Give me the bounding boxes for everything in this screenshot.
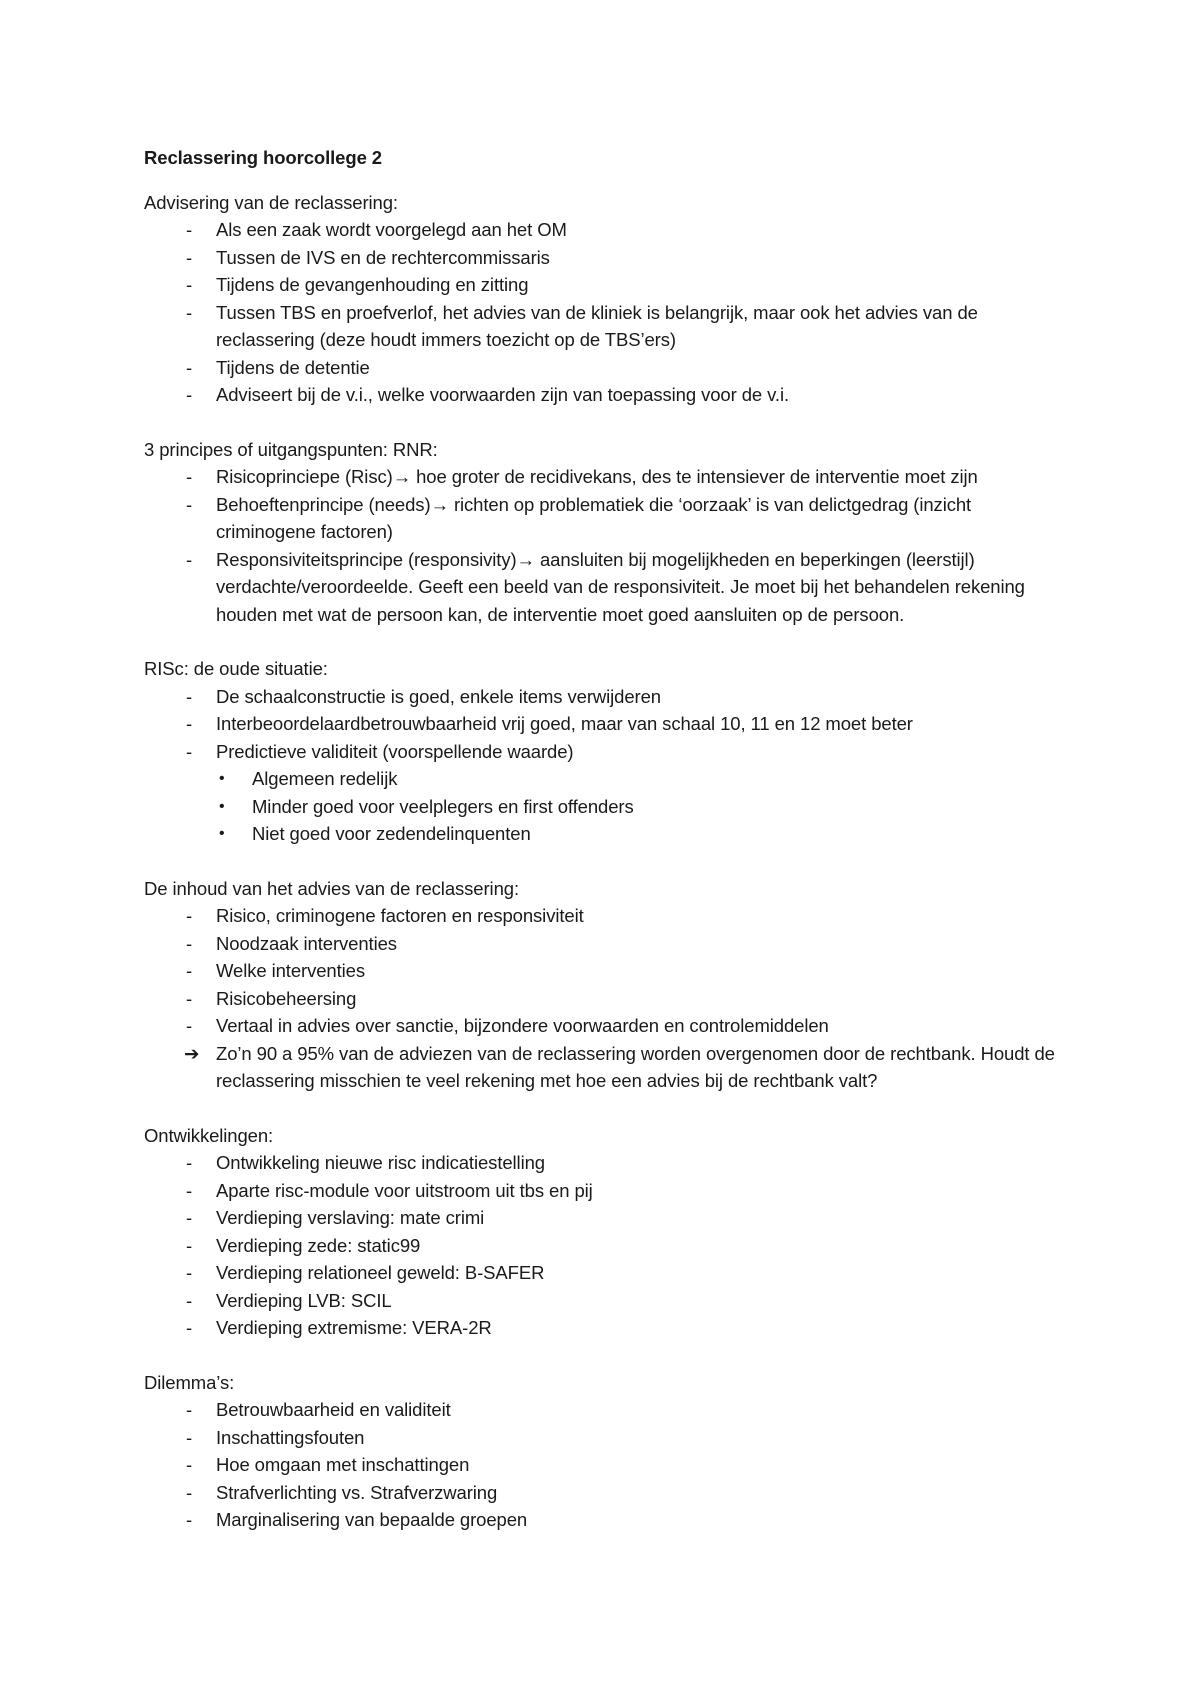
dash-marker: -: [186, 740, 193, 762]
dash-marker: -: [186, 274, 193, 295]
dash-marker: -: [186, 466, 193, 487]
dash-marker: -: [186, 1426, 193, 1448]
list-item: [144, 1479, 1064, 1507]
list-item: [144, 985, 1064, 1013]
dash-marker: -: [186, 548, 193, 570]
list-item: [144, 1149, 1064, 1177]
list-item: [144, 930, 1064, 958]
list-item: [144, 271, 1064, 299]
sub-list-item: [144, 765, 1064, 793]
list-item: [144, 1314, 1064, 1342]
dot-marker: •: [219, 825, 225, 842]
list-item-text: Risico, criminogene factoren en responsiviteit: [216, 905, 584, 926]
dash-marker: -: [186, 1152, 193, 1173]
section-ontwikkelingen: [144, 1122, 1064, 1342]
section-principes: [144, 436, 1064, 629]
document-title: Reclassering hoorcollege 2: [144, 147, 382, 168]
dash-marker: -: [186, 246, 193, 268]
dash-marker: -: [186, 1234, 193, 1256]
list-item: [144, 1396, 1064, 1424]
arrow-icon: ➔: [184, 1042, 200, 1064]
sub-list-item-text: Algemeen redelijk: [252, 768, 398, 789]
dash-marker: -: [186, 960, 193, 981]
bullet-list: [144, 463, 1064, 628]
section-heading: Dilemma’s:: [144, 1371, 235, 1393]
dash-marker: -: [186, 905, 193, 926]
document-content: [144, 144, 1064, 1561]
dash-marker: -: [186, 1509, 193, 1530]
bullet-list: [144, 1396, 1064, 1534]
list-item-text: Tijdens de gevangenhouding en zitting: [216, 274, 529, 295]
list-item-text: Interbeoordelaardbetrouwbaarheid vrij goed, maar van schaal 10, 11 en 12 moet beter: [216, 713, 913, 734]
list-item: [144, 1232, 1064, 1260]
dash-marker: -: [186, 1317, 193, 1338]
list-item-text: Risicoprinciepe (Risc)→ hoe groter de recidivekans, des te intensiever de interventie moet zijn: [216, 466, 978, 487]
dash-marker: -: [186, 987, 193, 1009]
list-item-text: Welke interventies: [216, 960, 366, 981]
section-heading: De inhoud van het advies van de reclassering:: [144, 877, 519, 899]
list-item-text: Risicobeheersing: [216, 987, 357, 1009]
dash-marker: -: [186, 384, 193, 405]
section-heading: RISc: de oude situatie:: [144, 658, 328, 679]
sub-bullet-list: [144, 765, 1064, 848]
list-item: [144, 1012, 1064, 1040]
dash-marker: -: [186, 1481, 193, 1503]
sub-list-item: [144, 793, 1064, 821]
list-item-text: Ontwikkeling nieuwe risc indicatiestelling: [216, 1152, 545, 1173]
sub-list-item: [144, 820, 1064, 848]
bullet-list: [144, 216, 1064, 409]
dash-marker: -: [186, 685, 193, 707]
list-item: [144, 1177, 1064, 1205]
dash-marker: -: [186, 932, 193, 954]
dash-marker: -: [186, 1015, 193, 1036]
list-item: [144, 683, 1064, 711]
list-item: [144, 1424, 1064, 1452]
list-item-text: Verdieping zede: static99: [216, 1234, 421, 1256]
list-item: [144, 354, 1064, 382]
section-heading: Advisering van de reclassering:: [144, 191, 398, 213]
dash-marker: -: [186, 1262, 193, 1283]
list-item: [144, 738, 1064, 766]
list-item: [144, 1506, 1064, 1534]
dot-marker: •: [219, 770, 225, 787]
list-item: [144, 902, 1064, 930]
list-item: [144, 1204, 1064, 1232]
list-item: [144, 244, 1064, 272]
list-item: [144, 546, 1064, 629]
bullet-list: [144, 902, 1064, 1040]
dash-marker: -: [186, 219, 193, 240]
bullet-list: [144, 1149, 1064, 1342]
dash-marker: -: [186, 1399, 193, 1420]
list-item-text: Responsiviteitsprincipe (responsivity)→ aansluiten bij mogelijkheden en beperkingen (leerstijl) verdachte/veroordeelde. Geeft een beeld van de responsiviteit. Je moet bij het behandelen rekening houden met wat de persoon kan, de interventie moet goed aansluiten op de persoon.: [216, 548, 1025, 625]
list-item-text: Predictieve validiteit (voorspellende waarde): [216, 740, 574, 762]
dash-marker: -: [186, 493, 193, 515]
section-dilemmas: [144, 1369, 1064, 1534]
dash-marker: -: [186, 1289, 193, 1311]
section-advisering: [144, 189, 1064, 409]
sub-list-item-text: Minder goed voor veelplegers en first offenders: [252, 795, 634, 817]
list-item-text: Tijdens de detentie: [216, 356, 370, 378]
list-item-text: De schaalconstructie is goed, enkele items verwijderen: [216, 685, 661, 707]
dash-marker: -: [186, 1207, 193, 1228]
list-item-text: Verdieping extremisme: VERA-2R: [216, 1317, 492, 1338]
list-item: [144, 1287, 1064, 1315]
list-item: [144, 957, 1064, 985]
list-item-text: Tussen TBS en proefverlof, het advies van de kliniek is belangrijk, maar ook het advies van de reclassering (deze houdt immers toezicht op de TBS’ers): [216, 301, 978, 350]
list-item-text: Hoe omgaan met inschattingen: [216, 1454, 470, 1475]
arrow-list: [144, 1040, 1064, 1095]
list-item-text: Inschattingsfouten: [216, 1426, 365, 1448]
list-item-text: Noodzaak interventies: [216, 932, 397, 954]
list-item: [144, 299, 1064, 354]
list-item: [144, 491, 1064, 546]
list-item: [144, 710, 1064, 738]
dash-marker: -: [186, 356, 193, 378]
section-heading: Ontwikkelingen:: [144, 1124, 274, 1146]
section-inhoud-advies: [144, 875, 1064, 1095]
list-item-text: Verdieping relationeel geweld: B-SAFER: [216, 1262, 545, 1283]
dash-marker: -: [186, 301, 193, 323]
dash-marker: -: [186, 1179, 193, 1201]
list-item: [144, 1451, 1064, 1479]
list-item-text: Vertaal in advies over sanctie, bijzondere voorwaarden en controlemiddelen: [216, 1015, 829, 1036]
list-item-text: Verdieping verslaving: mate crimi: [216, 1207, 485, 1228]
dot-marker: •: [219, 797, 225, 815]
dash-marker: -: [186, 1454, 193, 1475]
list-item: [144, 216, 1064, 244]
section-risc-oude-situatie: [144, 655, 1064, 848]
list-item-text: Als een zaak wordt voorgelegd aan het OM: [216, 219, 567, 240]
list-item-text: Behoeftenprincipe (needs)→ richten op problematiek die ‘oorzaak’ is van delictgedrag (inzicht criminogene factoren): [216, 493, 972, 542]
list-item-text: Betrouwbaarheid en validiteit: [216, 1399, 451, 1420]
list-item: [144, 381, 1064, 409]
list-item-text: Tussen de IVS en de rechtercommissaris: [216, 246, 550, 268]
list-item-text: Marginalisering van bepaalde groepen: [216, 1509, 528, 1530]
list-item: [144, 463, 1064, 491]
list-item-text: Aparte risc-module voor uitstroom uit tbs en pij: [216, 1179, 593, 1201]
section-heading: 3 principes of uitgangspunten: RNR:: [144, 438, 438, 460]
dash-marker: -: [186, 713, 193, 734]
list-item-text: Verdieping LVB: SCIL: [216, 1289, 392, 1311]
arrow-list-item-text: Zo’n 90 a 95% van de adviezen van de reclassering worden overgenomen door de rechtbank. Houdt de reclassering misschien te veel rekening met hoe een advies bij de rechtbank valt?: [216, 1042, 1055, 1091]
sub-list-item-text: Niet goed voor zedendelinquenten: [252, 823, 531, 844]
list-item-text: Adviseert bij de v.i., welke voorwaarden zijn van toepassing voor de v.i.: [216, 384, 790, 405]
arrow-list-item: [144, 1040, 1064, 1095]
bullet-list: [144, 683, 1064, 766]
list-item-text: Strafverlichting vs. Strafverzwaring: [216, 1481, 498, 1503]
list-item: [144, 1259, 1064, 1287]
